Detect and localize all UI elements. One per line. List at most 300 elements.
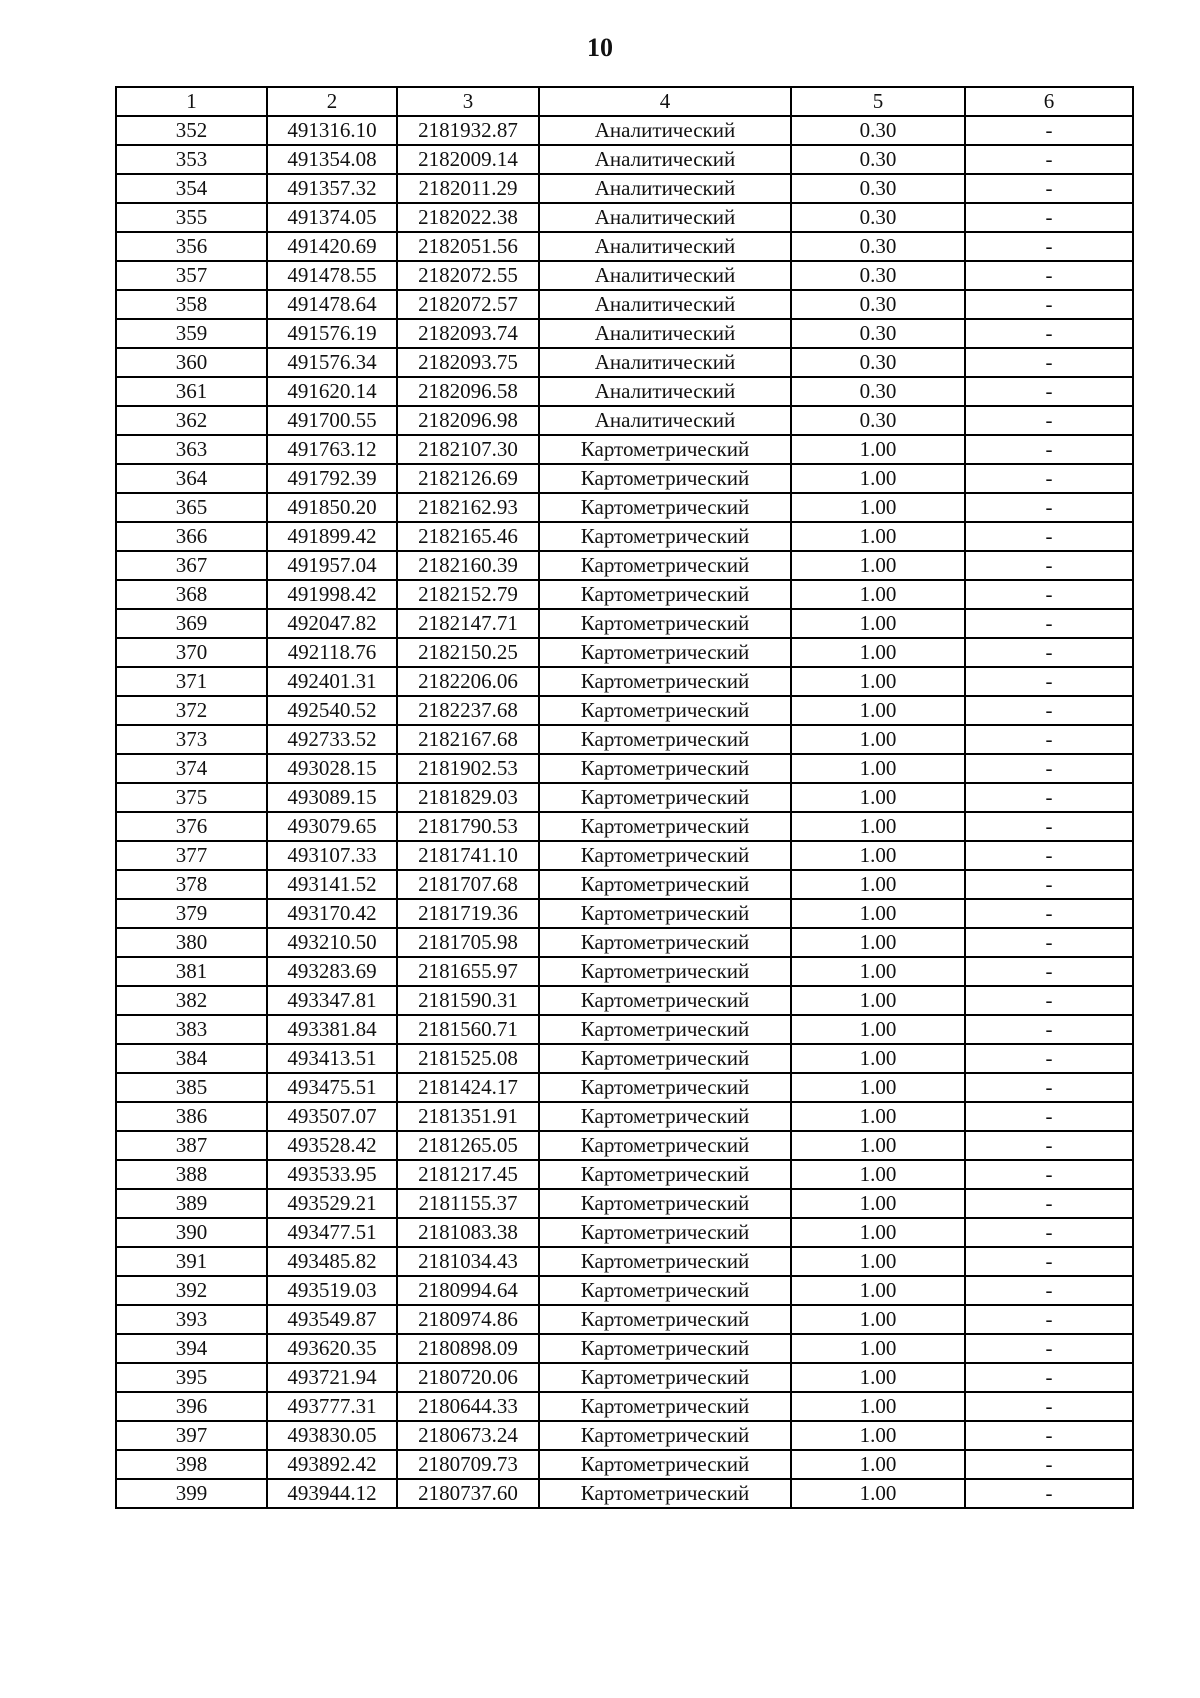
method-cell: Картометрический [539,783,791,812]
note-cell: - [965,377,1133,406]
page-number: 10 [587,33,613,62]
note-cell: - [965,1044,1133,1073]
x-coordinate-cell: 491478.64 [267,290,397,319]
point-number-cell: 394 [116,1334,267,1363]
note-cell: - [965,870,1133,899]
accuracy-cell: 1.00 [791,1276,965,1305]
point-number-cell: 359 [116,319,267,348]
y-coordinate-cell: 2182093.75 [397,348,539,377]
x-coordinate-cell: 491316.10 [267,116,397,145]
note-cell: - [965,435,1133,464]
point-number-cell: 360 [116,348,267,377]
x-coordinate-cell: 493141.52 [267,870,397,899]
method-cell: Картометрический [539,841,791,870]
accuracy-cell: 1.00 [791,667,965,696]
column-header: 6 [965,87,1133,116]
note-cell: - [965,145,1133,174]
method-cell: Картометрический [539,870,791,899]
point-number-cell: 374 [116,754,267,783]
point-number-cell: 384 [116,1044,267,1073]
y-coordinate-cell: 2182165.46 [397,522,539,551]
coordinates-table [115,86,1134,1509]
table-body [116,87,1133,1508]
note-cell: - [965,551,1133,580]
note-cell: - [965,1073,1133,1102]
x-coordinate-cell: 493089.15 [267,783,397,812]
accuracy-cell: 1.00 [791,812,965,841]
note-cell: - [965,1247,1133,1276]
table-row [116,551,1133,580]
x-coordinate-cell: 491998.42 [267,580,397,609]
y-coordinate-cell: 2180673.24 [397,1421,539,1450]
point-number-cell: 392 [116,1276,267,1305]
y-coordinate-cell: 2182072.55 [397,261,539,290]
y-coordinate-cell: 2182093.74 [397,319,539,348]
x-coordinate-cell: 491957.04 [267,551,397,580]
x-coordinate-cell: 493549.87 [267,1305,397,1334]
y-coordinate-cell: 2181083.38 [397,1218,539,1247]
note-cell: - [965,812,1133,841]
x-coordinate-cell: 491478.55 [267,261,397,290]
x-coordinate-cell: 493620.35 [267,1334,397,1363]
x-coordinate-cell: 491420.69 [267,232,397,261]
table-row [116,174,1133,203]
point-number-cell: 365 [116,493,267,522]
note-cell: - [965,1015,1133,1044]
table-row [116,1305,1133,1334]
accuracy-cell: 0.30 [791,319,965,348]
column-header: 4 [539,87,791,116]
x-coordinate-cell: 493485.82 [267,1247,397,1276]
note-cell: - [965,667,1133,696]
point-number-cell: 352 [116,116,267,145]
accuracy-cell: 0.30 [791,406,965,435]
accuracy-cell: 1.00 [791,1160,965,1189]
x-coordinate-cell: 492733.52 [267,725,397,754]
method-cell: Аналитический [539,116,791,145]
x-coordinate-cell: 493079.65 [267,812,397,841]
method-cell: Аналитический [539,319,791,348]
table-row [116,232,1133,261]
point-number-cell: 385 [116,1073,267,1102]
accuracy-cell: 1.00 [791,493,965,522]
note-cell: - [965,203,1133,232]
method-cell: Картометрический [539,1044,791,1073]
x-coordinate-cell: 491700.55 [267,406,397,435]
method-cell: Картометрический [539,1102,791,1131]
point-number-cell: 366 [116,522,267,551]
x-coordinate-cell: 493477.51 [267,1218,397,1247]
point-number-cell: 398 [116,1450,267,1479]
y-coordinate-cell: 2180974.86 [397,1305,539,1334]
x-coordinate-cell: 493830.05 [267,1421,397,1450]
table-row [116,1102,1133,1131]
x-coordinate-cell: 493107.33 [267,841,397,870]
accuracy-cell: 0.30 [791,232,965,261]
table-row [116,1015,1133,1044]
note-cell: - [965,1102,1133,1131]
accuracy-cell: 0.30 [791,203,965,232]
y-coordinate-cell: 2181707.68 [397,870,539,899]
note-cell: - [965,754,1133,783]
y-coordinate-cell: 2181265.05 [397,1131,539,1160]
y-coordinate-cell: 2181655.97 [397,957,539,986]
accuracy-cell: 1.00 [791,986,965,1015]
point-number-cell: 396 [116,1392,267,1421]
table-row [116,1276,1133,1305]
method-cell: Аналитический [539,261,791,290]
column-header: 3 [397,87,539,116]
method-cell: Картометрический [539,725,791,754]
point-number-cell: 353 [116,145,267,174]
note-cell: - [965,580,1133,609]
x-coordinate-cell: 493347.81 [267,986,397,1015]
y-coordinate-cell: 2182107.30 [397,435,539,464]
accuracy-cell: 1.00 [791,1189,965,1218]
method-cell: Картометрический [539,696,791,725]
point-number-cell: 361 [116,377,267,406]
point-number-cell: 383 [116,1015,267,1044]
y-coordinate-cell: 2182051.56 [397,232,539,261]
note-cell: - [965,957,1133,986]
note-cell: - [965,1363,1133,1392]
accuracy-cell: 1.00 [791,1073,965,1102]
accuracy-cell: 1.00 [791,870,965,899]
method-cell: Картометрический [539,667,791,696]
table-row [116,870,1133,899]
note-cell: - [965,522,1133,551]
table-row [116,928,1133,957]
x-coordinate-cell: 492047.82 [267,609,397,638]
point-number-cell: 379 [116,899,267,928]
table-row [116,580,1133,609]
table-row [116,1479,1133,1508]
method-cell: Картометрический [539,1334,791,1363]
method-cell: Картометрический [539,1131,791,1160]
note-cell: - [965,1305,1133,1334]
table-row [116,116,1133,145]
table-row [116,638,1133,667]
point-number-cell: 354 [116,174,267,203]
accuracy-cell: 1.00 [791,464,965,493]
point-number-cell: 395 [116,1363,267,1392]
accuracy-cell: 1.00 [791,522,965,551]
point-number-cell: 363 [116,435,267,464]
method-cell: Картометрический [539,986,791,1015]
method-cell: Картометрический [539,638,791,667]
y-coordinate-cell: 2181155.37 [397,1189,539,1218]
point-number-cell: 378 [116,870,267,899]
point-number-cell: 375 [116,783,267,812]
x-coordinate-cell: 492401.31 [267,667,397,696]
method-cell: Аналитический [539,290,791,319]
accuracy-cell: 1.00 [791,1392,965,1421]
note-cell: - [965,928,1133,957]
table-row [116,1392,1133,1421]
method-cell: Картометрический [539,464,791,493]
y-coordinate-cell: 2182022.38 [397,203,539,232]
method-cell: Аналитический [539,203,791,232]
y-coordinate-cell: 2181902.53 [397,754,539,783]
method-cell: Аналитический [539,348,791,377]
x-coordinate-cell: 493283.69 [267,957,397,986]
x-coordinate-cell: 493892.42 [267,1450,397,1479]
note-cell: - [965,1450,1133,1479]
table-row [116,1247,1133,1276]
accuracy-cell: 1.00 [791,1305,965,1334]
table-row [116,261,1133,290]
note-cell: - [965,1421,1133,1450]
x-coordinate-cell: 491620.14 [267,377,397,406]
y-coordinate-cell: 2181705.98 [397,928,539,957]
note-cell: - [965,1479,1133,1508]
x-coordinate-cell: 491374.05 [267,203,397,232]
accuracy-cell: 1.00 [791,1102,965,1131]
accuracy-cell: 1.00 [791,1421,965,1450]
note-cell: - [965,1218,1133,1247]
y-coordinate-cell: 2181741.10 [397,841,539,870]
accuracy-cell: 1.00 [791,783,965,812]
point-number-cell: 381 [116,957,267,986]
y-coordinate-cell: 2182167.68 [397,725,539,754]
point-number-cell: 373 [116,725,267,754]
point-number-cell: 377 [116,841,267,870]
y-coordinate-cell: 2182096.58 [397,377,539,406]
accuracy-cell: 0.30 [791,116,965,145]
accuracy-cell: 1.00 [791,580,965,609]
x-coordinate-cell: 493519.03 [267,1276,397,1305]
method-cell: Картометрический [539,1189,791,1218]
table-row [116,1044,1133,1073]
x-coordinate-cell: 493944.12 [267,1479,397,1508]
method-cell: Картометрический [539,1479,791,1508]
table-row [116,1073,1133,1102]
table-row [116,754,1133,783]
accuracy-cell: 1.00 [791,551,965,580]
table-row [116,522,1133,551]
accuracy-cell: 1.00 [791,1479,965,1508]
accuracy-cell: 1.00 [791,435,965,464]
point-number-cell: 393 [116,1305,267,1334]
y-coordinate-cell: 2181790.53 [397,812,539,841]
y-coordinate-cell: 2182162.93 [397,493,539,522]
accuracy-cell: 1.00 [791,725,965,754]
y-coordinate-cell: 2182096.98 [397,406,539,435]
y-coordinate-cell: 2182237.68 [397,696,539,725]
method-cell: Картометрический [539,957,791,986]
note-cell: - [965,493,1133,522]
y-coordinate-cell: 2182126.69 [397,464,539,493]
note-cell: - [965,174,1133,203]
accuracy-cell: 1.00 [791,1015,965,1044]
table-row [116,609,1133,638]
y-coordinate-cell: 2181590.31 [397,986,539,1015]
column-header: 1 [116,87,267,116]
table-row [116,1450,1133,1479]
method-cell: Картометрический [539,1015,791,1044]
y-coordinate-cell: 2182206.06 [397,667,539,696]
accuracy-cell: 0.30 [791,145,965,174]
note-cell: - [965,696,1133,725]
y-coordinate-cell: 2182160.39 [397,551,539,580]
point-number-cell: 380 [116,928,267,957]
y-coordinate-cell: 2181424.17 [397,1073,539,1102]
method-cell: Картометрический [539,1073,791,1102]
y-coordinate-cell: 2181719.36 [397,899,539,928]
point-number-cell: 386 [116,1102,267,1131]
table-row [116,435,1133,464]
y-coordinate-cell: 2182147.71 [397,609,539,638]
method-cell: Картометрический [539,754,791,783]
note-cell: - [965,841,1133,870]
note-cell: - [965,638,1133,667]
y-coordinate-cell: 2182072.57 [397,290,539,319]
x-coordinate-cell: 491357.32 [267,174,397,203]
y-coordinate-cell: 2182150.25 [397,638,539,667]
point-number-cell: 390 [116,1218,267,1247]
y-coordinate-cell: 2181932.87 [397,116,539,145]
table-row [116,1131,1133,1160]
table-row [116,145,1133,174]
note-cell: - [965,1392,1133,1421]
point-number-cell: 397 [116,1421,267,1450]
note-cell: - [965,899,1133,928]
accuracy-cell: 1.00 [791,1218,965,1247]
x-coordinate-cell: 493475.51 [267,1073,397,1102]
method-cell: Картометрический [539,1363,791,1392]
y-coordinate-cell: 2181217.45 [397,1160,539,1189]
note-cell: - [965,290,1133,319]
method-cell: Картометрический [539,1392,791,1421]
note-cell: - [965,783,1133,812]
x-coordinate-cell: 493381.84 [267,1015,397,1044]
y-coordinate-cell: 2180994.64 [397,1276,539,1305]
method-cell: Аналитический [539,174,791,203]
table-row [116,899,1133,928]
point-number-cell: 367 [116,551,267,580]
accuracy-cell: 1.00 [791,696,965,725]
note-cell: - [965,464,1133,493]
point-number-cell: 355 [116,203,267,232]
x-coordinate-cell: 493528.42 [267,1131,397,1160]
y-coordinate-cell: 2181829.03 [397,783,539,812]
method-cell: Картометрический [539,609,791,638]
accuracy-cell: 1.00 [791,957,965,986]
method-cell: Аналитический [539,145,791,174]
x-coordinate-cell: 491354.08 [267,145,397,174]
note-cell: - [965,232,1133,261]
table-row [116,783,1133,812]
accuracy-cell: 1.00 [791,1044,965,1073]
accuracy-cell: 1.00 [791,1247,965,1276]
accuracy-cell: 0.30 [791,174,965,203]
table-row [116,290,1133,319]
point-number-cell: 382 [116,986,267,1015]
x-coordinate-cell: 493777.31 [267,1392,397,1421]
method-cell: Аналитический [539,232,791,261]
x-coordinate-cell: 493170.42 [267,899,397,928]
x-coordinate-cell: 491850.20 [267,493,397,522]
accuracy-cell: 1.00 [791,609,965,638]
accuracy-cell: 1.00 [791,1131,965,1160]
point-number-cell: 358 [116,290,267,319]
note-cell: - [965,406,1133,435]
method-cell: Картометрический [539,812,791,841]
method-cell: Картометрический [539,1247,791,1276]
table-row [116,841,1133,870]
table-row [116,812,1133,841]
method-cell: Картометрический [539,1160,791,1189]
method-cell: Картометрический [539,928,791,957]
accuracy-cell: 1.00 [791,841,965,870]
x-coordinate-cell: 493533.95 [267,1160,397,1189]
accuracy-cell: 1.00 [791,754,965,783]
method-cell: Аналитический [539,406,791,435]
accuracy-cell: 0.30 [791,348,965,377]
note-cell: - [965,116,1133,145]
y-coordinate-cell: 2181351.91 [397,1102,539,1131]
point-number-cell: 372 [116,696,267,725]
point-number-cell: 399 [116,1479,267,1508]
method-cell: Картометрический [539,1421,791,1450]
y-coordinate-cell: 2181525.08 [397,1044,539,1073]
point-number-cell: 357 [116,261,267,290]
y-coordinate-cell: 2180737.60 [397,1479,539,1508]
method-cell: Картометрический [539,1305,791,1334]
y-coordinate-cell: 2182011.29 [397,174,539,203]
note-cell: - [965,348,1133,377]
method-cell: Картометрический [539,522,791,551]
x-coordinate-cell: 491576.19 [267,319,397,348]
x-coordinate-cell: 493028.15 [267,754,397,783]
y-coordinate-cell: 2182152.79 [397,580,539,609]
method-cell: Картометрический [539,435,791,464]
note-cell: - [965,1189,1133,1218]
point-number-cell: 371 [116,667,267,696]
accuracy-cell: 0.30 [791,377,965,406]
method-cell: Картометрический [539,580,791,609]
y-coordinate-cell: 2180644.33 [397,1392,539,1421]
x-coordinate-cell: 492540.52 [267,696,397,725]
note-cell: - [965,261,1133,290]
table-row [116,1218,1133,1247]
table-row [116,696,1133,725]
y-coordinate-cell: 2181034.43 [397,1247,539,1276]
point-number-cell: 364 [116,464,267,493]
table-row [116,348,1133,377]
table-row [116,1363,1133,1392]
y-coordinate-cell: 2180898.09 [397,1334,539,1363]
y-coordinate-cell: 2180709.73 [397,1450,539,1479]
accuracy-cell: 1.00 [791,1363,965,1392]
method-cell: Картометрический [539,1218,791,1247]
point-number-cell: 362 [116,406,267,435]
y-coordinate-cell: 2180720.06 [397,1363,539,1392]
note-cell: - [965,1131,1133,1160]
x-coordinate-cell: 491792.39 [267,464,397,493]
accuracy-cell: 1.00 [791,1450,965,1479]
table-row [116,725,1133,754]
point-number-cell: 391 [116,1247,267,1276]
y-coordinate-cell: 2182009.14 [397,145,539,174]
method-cell: Картометрический [539,551,791,580]
accuracy-cell: 1.00 [791,928,965,957]
accuracy-cell: 1.00 [791,899,965,928]
point-number-cell: 370 [116,638,267,667]
point-number-cell: 356 [116,232,267,261]
note-cell: - [965,1334,1133,1363]
table-row [116,319,1133,348]
